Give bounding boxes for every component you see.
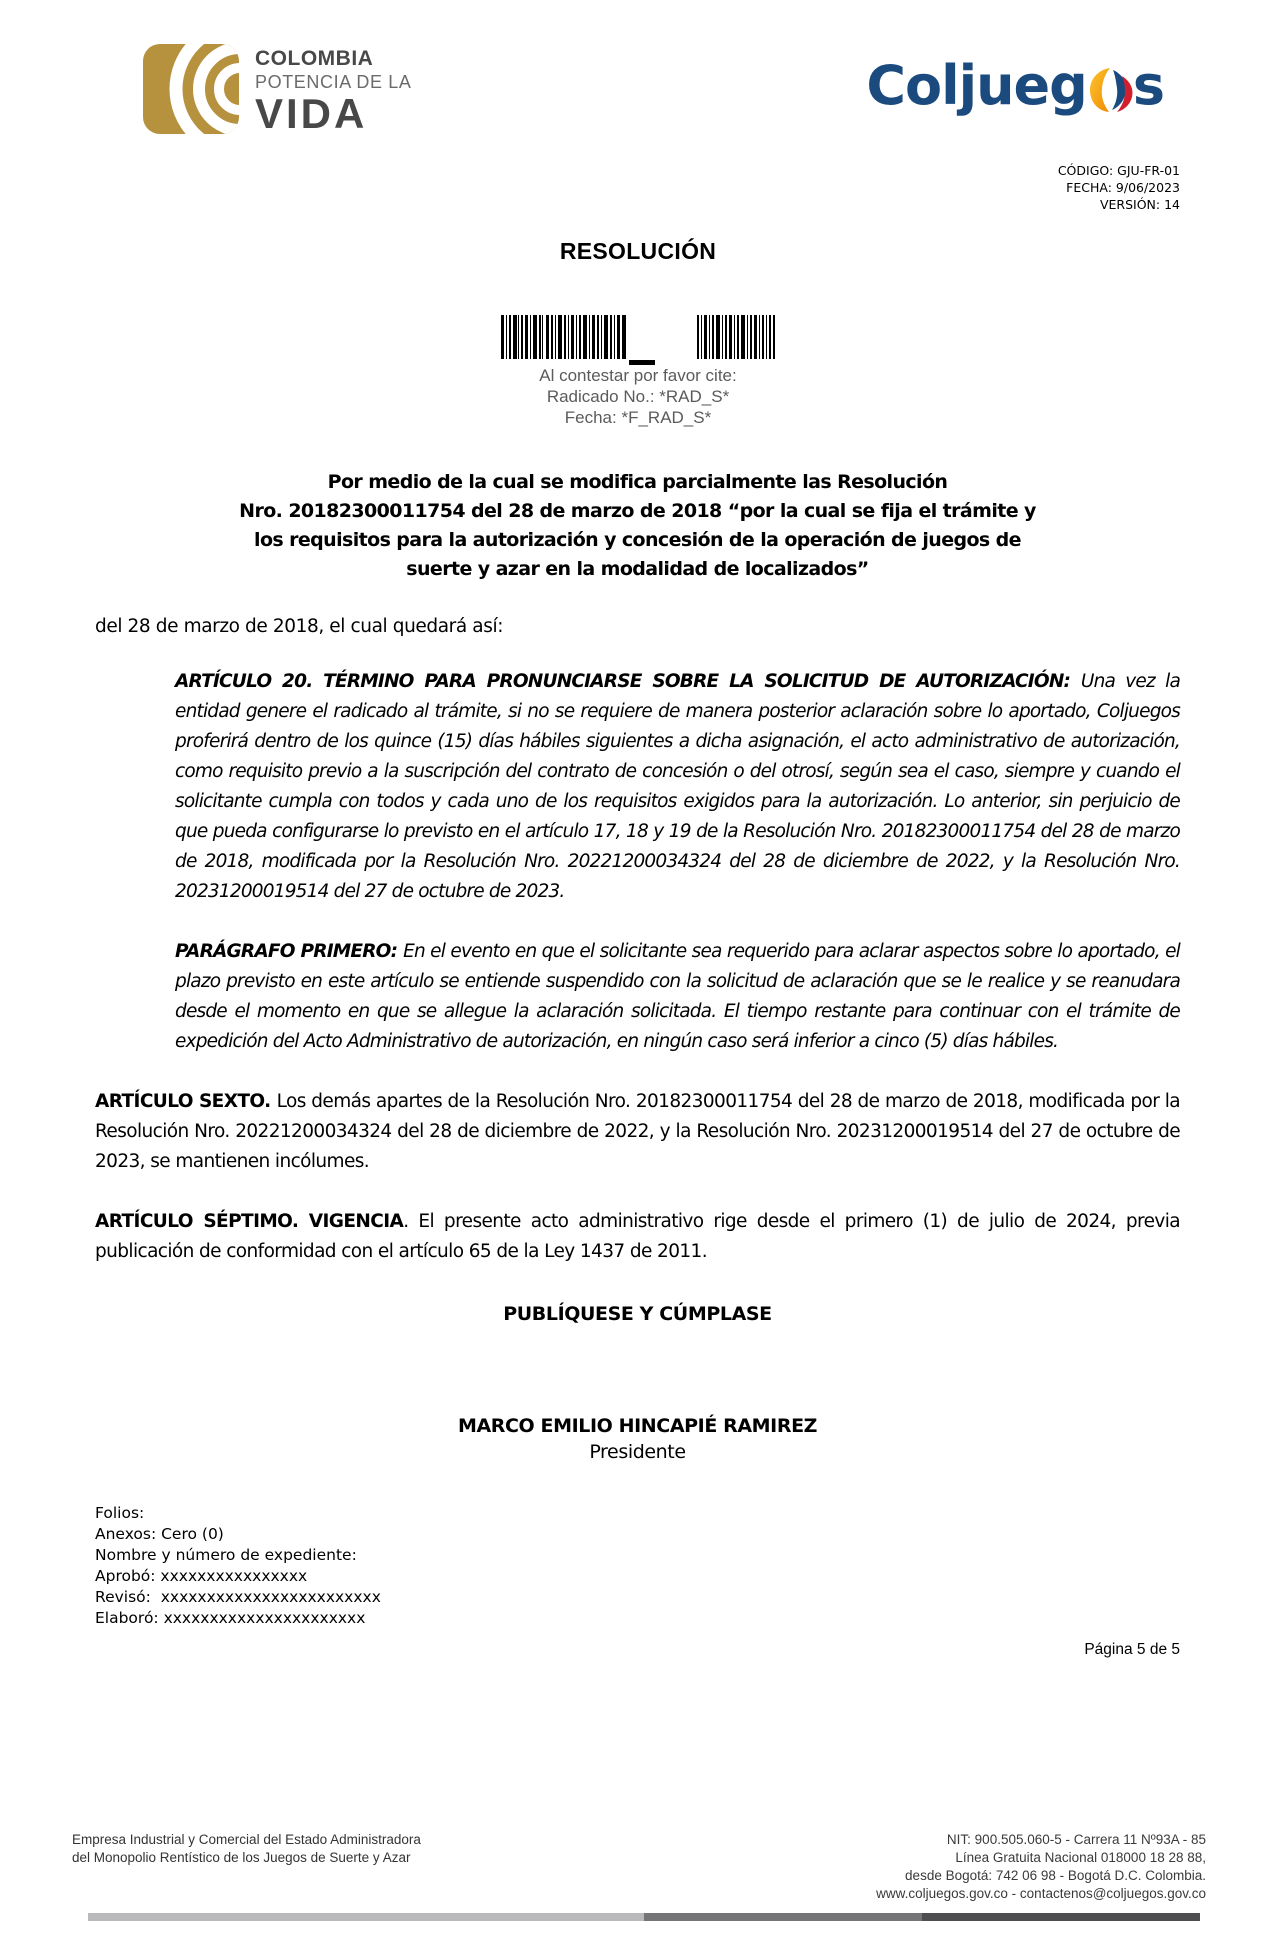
articulo-20-body: Una vez la entidad genere el radicado al trámite, si no se requiere de manera posterior aclaración sobre lo aportado, Coljuegos proferirá dentro de los quince (15) días hábiles siguientes a dicha asignación, el acto administrativo de autorización, como requisito previo a la suscripción del contrato de concesión o del otrosí, según sea el caso, siempre y cuando el solicitante cumpla con todos y cada uno de los requisitos exigidos para la autorización. Lo anterior, sin perjuicio de que pueda configurarse lo previsto en el artículo 17, 18 y 19 de la Resolución Nro. 20182300011754 del 28 de marzo de 2018, modificada por la Resolución Nro. 20221200034324 del 28 de diciembre de 2022, y la Resolución Nro. 20231200019514 del 27 de octubre de 2023.	[175, 671, 1180, 902]
folios-block	[95, 1503, 1180, 1629]
articulo-sexto-body: Los demás apartes de la Resolución Nro. 20182300011754 del 28 de marzo de 2018, modificada por la Resolución Nro. 20221200034324 del 28 de diciembre de 2022, y la Resolución Nro. 20231200019514 del 27 de octubre de 2023, se mantienen incólumes.	[95, 1091, 1180, 1172]
citation-line3: Fecha: *F_RAD_S*	[564, 408, 712, 427]
footer-right	[876, 1831, 1206, 1903]
signature-name: MARCO EMILIO HINCAPIÉ RAMIREZ	[457, 1415, 818, 1437]
signature-block	[95, 1415, 1180, 1463]
barcode-segment-1	[501, 315, 626, 359]
citation-line1: Al contestar por favor cite:	[539, 366, 737, 385]
footer-bogota-line: desde Bogotá: 742 06 98 - Bogotá D.C. Colombia.	[905, 1868, 1206, 1883]
articulo-20-paragraph	[175, 667, 1180, 907]
footer-left	[72, 1831, 421, 1867]
articulo-20-heading: ARTÍCULO 20. TÉRMINO PARA PRONUNCIARSE SOBRE LA SOLICITUD DE AUTORIZACIÓN:	[175, 671, 1081, 692]
colombia-logo-line1: COLOMBIA	[255, 47, 374, 70]
footer-left-line1: Empresa Industrial y Comercial del Estado Administradora	[72, 1832, 421, 1847]
articulo-sexto-paragraph	[95, 1087, 1180, 1177]
coljuegos-logo-text-left: Coljueg	[866, 54, 1087, 117]
signature-title: Presidente	[589, 1441, 686, 1463]
articulo-sexto-heading: ARTÍCULO SEXTO.	[95, 1091, 277, 1112]
articulo-septimo-paragraph	[95, 1207, 1180, 1267]
articulo-septimo-body: . El presente acto administrativo rige desde el primero (1) de julio de 2024, previa publicación de conformidad con el artículo 65 de la Ley 1437 de 2011.	[95, 1211, 1180, 1262]
footer-web-line: www.coljuegos.gov.co - contactenos@coljuegos.gov.co	[876, 1886, 1206, 1901]
code-line-fecha: FECHA: 9/06/2023	[1066, 180, 1180, 195]
footer-nit-line: NIT: 900.505.060-5 - Carrera 11 Nº93A - 85	[946, 1832, 1206, 1847]
colombia-logo	[143, 44, 411, 139]
document-header	[0, 0, 1276, 230]
colombia-logo-line3: VIDA	[255, 90, 368, 137]
document-footer	[72, 1831, 1206, 1903]
anexos-line: Anexos: Cero (0)	[95, 1525, 224, 1543]
aprobo-line: Aprobó: xxxxxxxxxxxxxxxx	[95, 1567, 308, 1585]
barcode-segment-2	[697, 315, 775, 359]
subject-line2: Nro. 20182300011754 del 28 de marzo de 2018 “por la cual se fija el trámite y	[239, 500, 1036, 522]
subject-line3: los requisitos para la autorización y concesión de la operación de juegos de	[254, 529, 1021, 551]
citation-block	[0, 365, 1276, 428]
intro-line: del 28 de marzo de 2018, el cual quedará así:	[95, 616, 504, 637]
coljuegos-logo	[866, 52, 1164, 119]
paragrafo-primero-heading: PARÁGRAFO PRIMERO:	[175, 941, 404, 962]
colombia-logo-icon	[143, 44, 239, 139]
folios-line: Folios:	[95, 1504, 145, 1522]
barcode-image	[0, 315, 1276, 359]
colombia-logo-line2: POTENCIA DE LA	[255, 72, 412, 92]
articulo-septimo-heading: ARTÍCULO SÉPTIMO. VIGENCIA	[95, 1211, 404, 1232]
footer-linea-line: Línea Gratuita Nacional 018000 18 28 88,	[955, 1850, 1206, 1865]
elaboro-line: Elaboró: xxxxxxxxxxxxxxxxxxxxxx	[95, 1609, 366, 1627]
document-body	[0, 468, 1276, 1659]
subject-heading	[178, 468, 1098, 584]
publiquese-heading: PUBLÍQUESE Y CÚMPLASE	[503, 1303, 772, 1325]
paragrafo-primero-paragraph	[175, 937, 1180, 1057]
document-title: RESOLUCIÓN	[559, 238, 717, 264]
expediente-line: Nombre y número de expediente:	[95, 1546, 357, 1564]
page-number: Página 5 de 5	[1084, 1641, 1180, 1658]
footer-left-line2: del Monopolio Rentístico de los Juegos de Suerte y Azar	[72, 1850, 411, 1865]
reviso-line: Revisó: xxxxxxxxxxxxxxxxxxxxxxxx	[95, 1588, 381, 1606]
footer-divider-bar	[88, 1913, 1200, 1921]
colombia-logo-text	[255, 48, 411, 135]
code-line-version: VERSIÓN: 14	[1099, 197, 1180, 212]
code-line-codigo: CÓDIGO: GJU-FR-01	[1057, 163, 1180, 178]
coljuegos-o-icon	[1089, 66, 1135, 119]
subject-line4: suerte y azar en la modalidad de localizados”	[406, 558, 869, 580]
citation-line2: Radicado No.: *RAD_S*	[546, 387, 730, 406]
coljuegos-logo-text-right: s	[1132, 54, 1164, 117]
subject-line1: Por medio de la cual se modifica parcialmente las Resolución	[327, 471, 948, 493]
paragrafo-primero-body: En el evento en que el solicitante sea requerido para aclarar aspectos sobre lo aportado, el plazo previsto en este artículo se entiende suspendido con la solicitud de aclaración que se le realice y se reanudara desde el momento en que se allegue la aclaración solicitada. El tiempo restante para continuar con el trámite de expedición del Acto Administrativo de autorización, en ningún caso será inferior a cinco (5) días hábiles.	[175, 941, 1180, 1052]
code-block	[1058, 162, 1180, 213]
